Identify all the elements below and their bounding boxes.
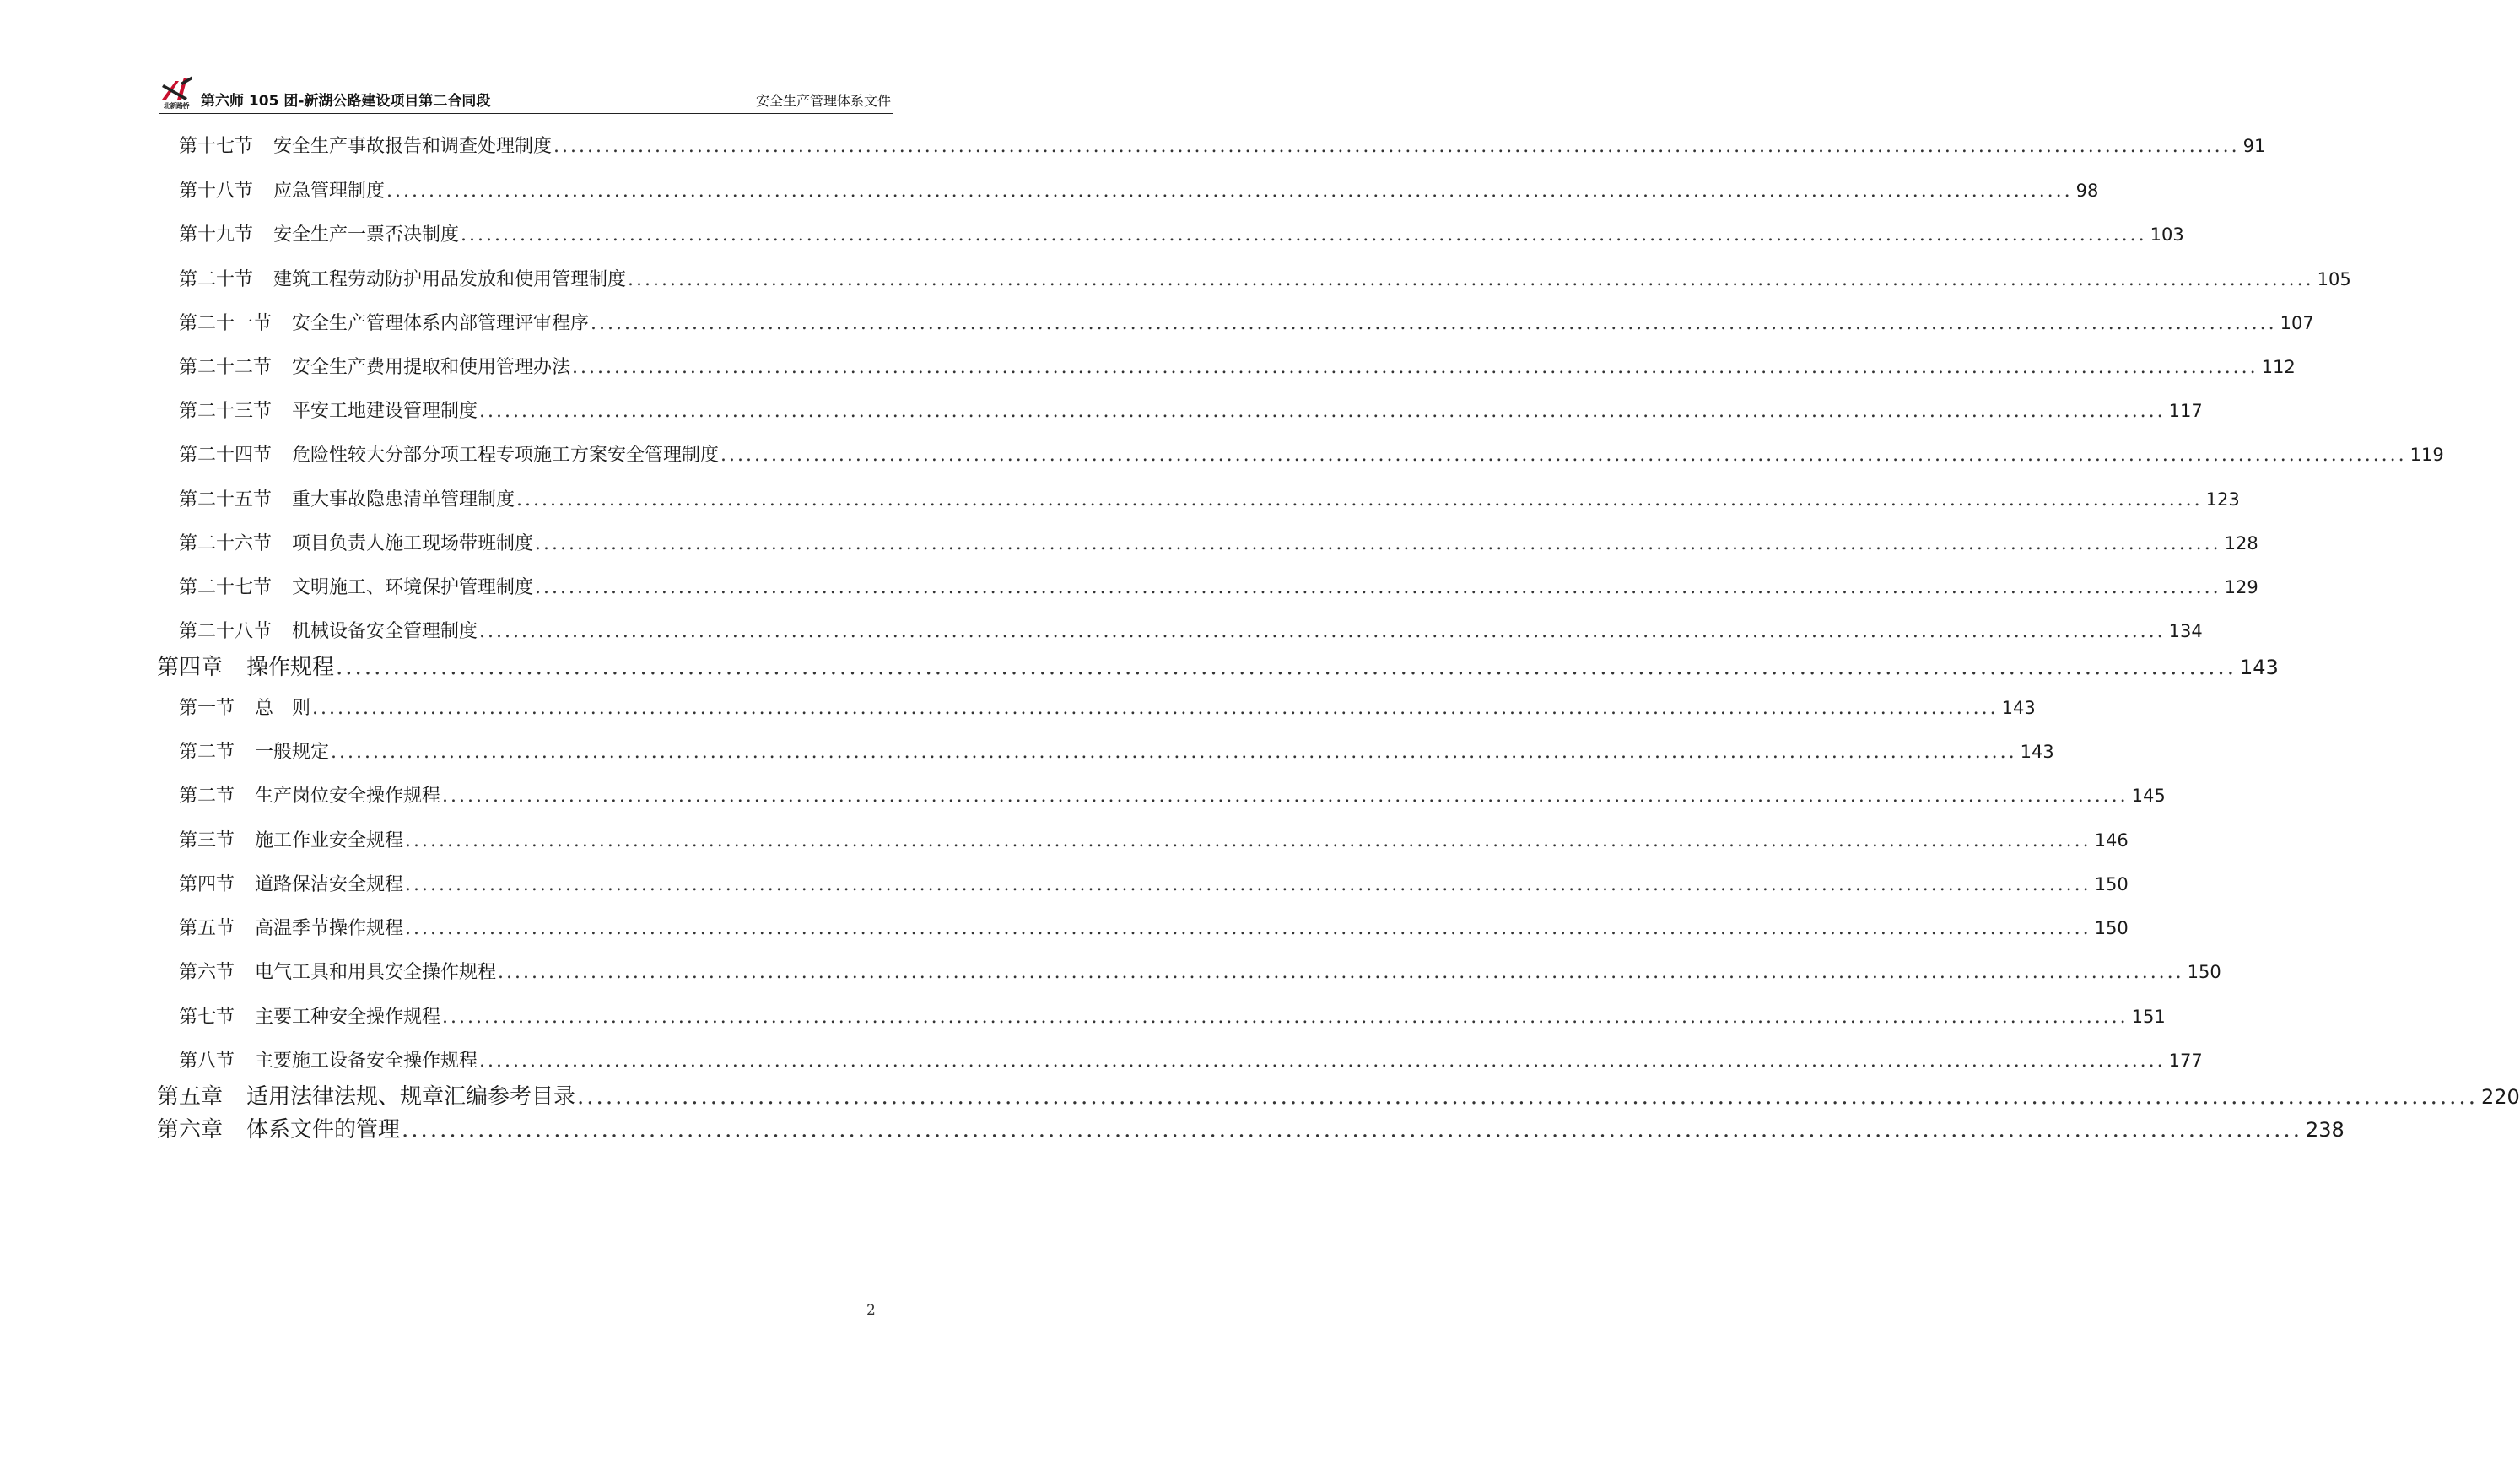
toc-section-entry[interactable] xyxy=(179,220,2184,246)
toc-entry-title: 危险性较大分部分项工程专项施工方案安全管理制度 xyxy=(292,445,720,466)
toc-entry-title: 一般规定 xyxy=(255,742,330,763)
toc-section-entry[interactable] xyxy=(179,309,2314,335)
toc-dot-leader: ........................................................................................................................................................................................................ xyxy=(386,181,2073,202)
toc-entry-page-number: 129 xyxy=(2224,577,2258,597)
toc-entry-title: 安全生产管理体系内部管理评审程序 xyxy=(292,313,590,334)
toc-entry-page-number: 150 xyxy=(2094,874,2129,894)
toc-section-entry[interactable] xyxy=(179,914,2129,940)
toc-entry-page-number: 91 xyxy=(2242,136,2266,156)
toc-section-entry[interactable] xyxy=(179,132,2266,158)
toc-dot-leader: ........................................................................................................................................................................................................ xyxy=(479,621,2166,642)
toc-dot-leader: ........................................................................................................................................................................................................ xyxy=(405,918,2091,939)
toc-dot-leader: ........................................................................................................................................................................................................ xyxy=(553,136,2240,157)
toc-entry-title: 机械设备安全管理制度 xyxy=(292,621,478,642)
toc-entry-page-number: 105 xyxy=(2317,269,2351,289)
toc-entry-title: 生产岗位安全操作规程 xyxy=(255,786,441,807)
toc-section-entry[interactable] xyxy=(179,958,2221,984)
toc-dot-leader: ........................................................................................................................................................................................................ xyxy=(336,655,2237,680)
toc-entry-number: 第四节 xyxy=(179,874,235,895)
toc-entry-page-number: 123 xyxy=(2205,489,2240,510)
toc-section-entry[interactable] xyxy=(179,265,2351,291)
toc-dot-leader: ........................................................................................................................................................................................................ xyxy=(405,830,2091,851)
toc-entry-page-number: 103 xyxy=(2150,224,2184,245)
toc-entry-title: 高温季节操作规程 xyxy=(255,918,404,939)
toc-entry-page-number: 119 xyxy=(2409,445,2444,465)
toc-dot-leader: ........................................................................................................................................................................................................ xyxy=(405,874,2091,895)
toc-entry-number: 第七节 xyxy=(179,1007,235,1028)
toc-entry-page-number: 134 xyxy=(2168,621,2203,641)
toc-entry-page-number: 238 xyxy=(2305,1118,2345,1142)
toc-entry-title: 施工作业安全规程 xyxy=(255,830,404,851)
toc-entry-title: 重大事故隐患清单管理制度 xyxy=(292,489,515,510)
toc-section-entry[interactable] xyxy=(179,353,2296,379)
toc-chapter-entry[interactable] xyxy=(157,1112,2345,1143)
toc-chapter-entry[interactable] xyxy=(157,1079,2520,1110)
toc-entry-title: 项目负责人施工现场带班制度 xyxy=(292,533,534,554)
toc-entry-title: 体系文件的管理 xyxy=(246,1117,401,1142)
logo-text: 北新路桥 xyxy=(164,102,189,110)
toc-entry-title: 平安工地建设管理制度 xyxy=(292,401,478,422)
toc-entry-number: 第二节 xyxy=(179,742,235,763)
toc-entry-page-number: 143 xyxy=(2239,656,2279,679)
toc-entry-page-number: 151 xyxy=(2131,1007,2166,1027)
toc-dot-leader: ........................................................................................................................................................................................................ xyxy=(331,742,2017,763)
toc-dot-leader: ........................................................................................................................................................................................................ xyxy=(498,962,2184,983)
toc-entry-number: 第二十四节 xyxy=(179,445,273,466)
toc-entry-number: 第五节 xyxy=(179,918,235,939)
toc-entry-title: 操作规程 xyxy=(246,655,335,680)
toc-section-entry[interactable] xyxy=(179,1046,2203,1072)
toc-entry-page-number: 150 xyxy=(2187,962,2221,982)
toc-entry-page-number: 117 xyxy=(2168,401,2203,421)
toc-entry-page-number: 98 xyxy=(2075,181,2099,201)
toc-dot-leader: ........................................................................................................................................................................................................ xyxy=(402,1117,2302,1142)
toc-entry-number: 第六章 xyxy=(157,1117,224,1142)
toc-entry-number: 第十七节 xyxy=(179,136,254,157)
toc-entry-number: 第十九节 xyxy=(179,224,254,246)
header-project-title: 第六师 105 团-新湖公路建设项目第二合同段 xyxy=(201,93,491,110)
toc-section-entry[interactable] xyxy=(179,529,2258,555)
toc-entry-number: 第二十八节 xyxy=(179,621,273,642)
toc-entry-number: 第二十三节 xyxy=(179,401,273,422)
toc-entry-page-number: 177 xyxy=(2168,1051,2203,1071)
toc-dot-leader: ........................................................................................................................................................................................................ xyxy=(591,313,2277,334)
toc-section-entry[interactable] xyxy=(179,485,2240,511)
toc-entry-title: 安全生产一票否决制度 xyxy=(273,224,460,246)
toc-dot-leader: ........................................................................................................................................................................................................ xyxy=(479,401,2166,422)
toc-entry-number: 第五章 xyxy=(157,1084,224,1110)
toc-entry-title: 道路保洁安全规程 xyxy=(255,874,404,895)
toc-entry-number: 第八节 xyxy=(179,1051,235,1072)
toc-dot-leader: ........................................................................................................................................................................................................ xyxy=(461,224,2147,246)
toc-entry-title: 总 则 xyxy=(255,698,311,719)
toc-entry-number: 第二十节 xyxy=(179,269,254,290)
toc-section-entry[interactable] xyxy=(179,737,2054,764)
toc-entry-page-number: 145 xyxy=(2131,786,2166,806)
toc-entry-number: 第十八节 xyxy=(179,181,254,202)
toc-entry-number: 第一节 xyxy=(179,698,235,719)
toc-entry-title: 建筑工程劳动防护用品发放和使用管理制度 xyxy=(273,269,627,290)
toc-section-entry[interactable] xyxy=(179,397,2203,423)
toc-entry-page-number: 220 xyxy=(2480,1085,2520,1109)
toc-entry-number: 第二十五节 xyxy=(179,489,273,510)
toc-section-entry[interactable] xyxy=(179,826,2129,852)
toc-section-entry[interactable] xyxy=(179,573,2258,599)
toc-entry-page-number: 150 xyxy=(2094,918,2129,938)
toc-dot-leader: ........................................................................................................................................................................................................ xyxy=(516,489,2203,510)
toc-dot-leader: ........................................................................................................................................................................................................ xyxy=(442,786,2129,807)
toc-dot-leader: ........................................................................................................................................................................................................ xyxy=(312,698,1999,719)
toc-entry-page-number: 112 xyxy=(2261,357,2296,377)
toc-entry-title: 主要工种安全操作规程 xyxy=(255,1007,441,1028)
toc-section-entry[interactable] xyxy=(179,694,2036,720)
toc-entry-title: 文明施工、环境保护管理制度 xyxy=(292,577,534,598)
toc-entry-page-number: 143 xyxy=(2020,742,2054,762)
toc-dot-leader: ........................................................................................................................................................................................................ xyxy=(535,533,2221,554)
toc-entry-title: 主要施工设备安全操作规程 xyxy=(255,1051,478,1072)
toc-entry-page-number: 146 xyxy=(2094,830,2129,851)
toc-section-entry[interactable] xyxy=(179,1002,2166,1029)
page-number: 2 xyxy=(866,1302,876,1319)
toc-section-entry[interactable] xyxy=(179,781,2166,808)
toc-entry-number: 第二节 xyxy=(179,786,235,807)
toc-entry-title: 安全生产费用提取和使用管理办法 xyxy=(292,357,571,378)
toc-dot-leader: ........................................................................................................................................................................................................ xyxy=(577,1084,2478,1110)
toc-chapter-entry[interactable] xyxy=(157,650,2279,681)
toc-entry-title: 应急管理制度 xyxy=(273,181,386,202)
toc-entry-number: 第三节 xyxy=(179,830,235,851)
toc-entry-page-number: 128 xyxy=(2224,533,2258,554)
toc-entry-title: 电气工具和用具安全操作规程 xyxy=(255,962,497,983)
toc-entry-number: 第二十一节 xyxy=(179,313,273,334)
toc-dot-leader: ........................................................................................................................................................................................................ xyxy=(720,445,2407,466)
toc-section-entry[interactable] xyxy=(179,617,2203,643)
toc-section-entry[interactable] xyxy=(179,870,2129,896)
toc-dot-leader: ........................................................................................................................................................................................................ xyxy=(535,577,2221,598)
header-document-title: 安全生产管理体系文件 xyxy=(755,93,891,109)
toc-dot-leader: ........................................................................................................................................................................................................ xyxy=(572,357,2258,378)
toc-entry-number: 第二十七节 xyxy=(179,577,273,598)
toc-entry-title: 安全生产事故报告和调查处理制度 xyxy=(273,136,553,157)
toc-entry-number: 第四章 xyxy=(157,655,224,680)
toc-entry-number: 第二十二节 xyxy=(179,357,273,378)
toc-entry-number: 第六节 xyxy=(179,962,235,983)
toc-entry-number: 第二十六节 xyxy=(179,533,273,554)
toc-entry-title: 适用法律法规、规章汇编参考目录 xyxy=(246,1084,576,1110)
page-header xyxy=(159,71,893,114)
toc-dot-leader: ........................................................................................................................................................................................................ xyxy=(628,269,2314,290)
toc-dot-leader: ........................................................................................................................................................................................................ xyxy=(442,1007,2129,1028)
toc-entry-page-number: 143 xyxy=(2001,698,2036,718)
toc-section-entry[interactable] xyxy=(179,440,2444,467)
toc-entry-page-number: 107 xyxy=(2280,313,2314,333)
toc-dot-leader: ........................................................................................................................................................................................................ xyxy=(479,1051,2166,1072)
toc-section-entry[interactable] xyxy=(179,176,2099,203)
